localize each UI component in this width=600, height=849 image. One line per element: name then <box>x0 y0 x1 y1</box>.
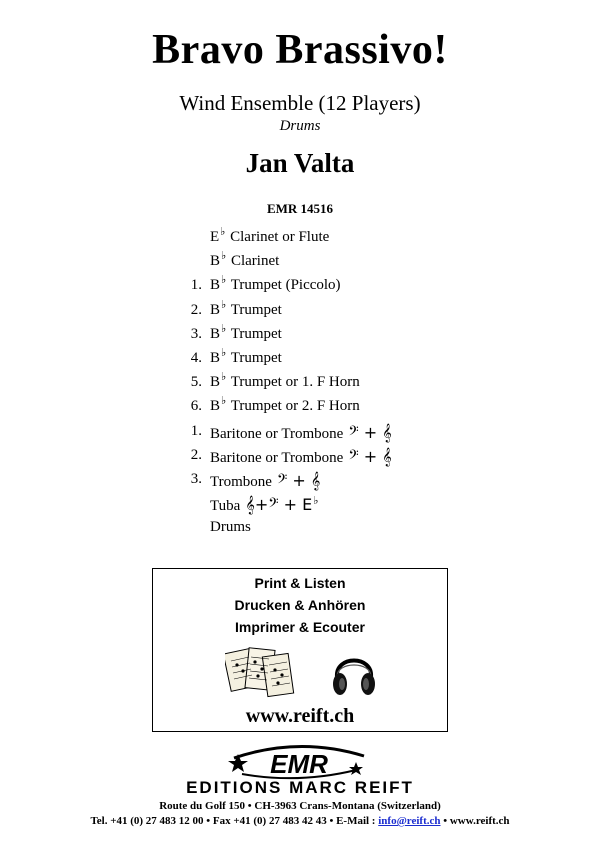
instrument-name: B♭ Trumpet <box>210 322 282 342</box>
sheet-music-icon <box>225 645 297 701</box>
flat-sign: ♭ <box>221 347 227 359</box>
instrument-name: B♭ Trumpet or 1. F Horn <box>210 371 360 391</box>
instrument-number: 4. <box>190 350 202 366</box>
instrument-row <box>0 274 600 299</box>
clef-icon: 𝄢 + 𝄞 <box>271 471 321 490</box>
flat-sign: ♭ <box>221 395 227 408</box>
flat-sign: ♭ <box>220 226 226 238</box>
instrument-name: B♭ Clarinet <box>210 250 280 270</box>
flat-sign: ♭ <box>221 250 227 263</box>
publisher-address: Route du Golf 150 • CH-3963 Crans-Montana (Switzerland) <box>159 800 441 812</box>
instrument-row <box>0 519 600 541</box>
ensemble-subtitle: Wind Ensemble (12 Players) <box>179 91 421 115</box>
instrument-number: 6. <box>190 398 202 415</box>
flat-sign: ♭ <box>221 298 227 311</box>
promo-line-de: Drucken & Anhören <box>234 597 366 613</box>
composer-name: Jan Valta <box>245 148 355 178</box>
contact-website[interactable]: • www.reift.ch <box>440 815 510 827</box>
instrument-row <box>0 347 600 372</box>
instrument-name: Baritone or Trombone 𝄢 + 𝄞 <box>210 446 392 466</box>
instrument-number: 1. <box>190 277 202 294</box>
instrument-number: 2. <box>190 301 202 318</box>
instrument-number: 3. <box>190 325 202 342</box>
print-listen-box <box>152 568 448 732</box>
instrument-name: B♭ Trumpet <box>210 298 282 318</box>
instrument-row <box>0 495 600 517</box>
instrument-number: 3. <box>190 471 202 487</box>
instrument-row <box>0 226 600 251</box>
promo-line-en: Print & Listen <box>254 575 346 591</box>
instrument-row <box>0 395 600 420</box>
instrument-number: 1. <box>190 422 202 439</box>
instrument-number: 5. <box>190 374 202 391</box>
instrument-name: B♭ Trumpet (Piccolo) <box>210 274 341 294</box>
promo-website[interactable]: www.reift.ch <box>245 705 355 727</box>
publisher-name: EDITIONS MARC REIFT <box>186 778 414 797</box>
instrument-name: Trombone 𝄢 + 𝄞 <box>210 471 321 490</box>
email-link[interactable]: info@reift.ch <box>378 815 441 827</box>
headphones-icon <box>331 647 377 699</box>
instrument-row <box>0 322 600 348</box>
instrument-row <box>0 471 600 493</box>
instrument-row <box>0 250 600 275</box>
instrument-name: Baritone or Trombone 𝄢 + 𝄞 <box>210 422 392 442</box>
instrument-row <box>0 298 600 324</box>
part-name: Drums <box>279 118 321 134</box>
logo-text: EMR <box>270 749 328 779</box>
flat-sign: ♭ <box>221 274 227 287</box>
instrument-row <box>0 447 600 469</box>
clef-icon: 𝄢 + 𝄞 <box>343 446 392 466</box>
edition-number: EMR 14516 <box>266 201 334 216</box>
flat-sign: ♭ <box>221 322 227 335</box>
flat-sign: ♭ <box>313 495 319 508</box>
contact-phone-fax: Tel. +41 (0) 27 483 12 00 • Fax +41 (0) 27 483 42 43 • E-Mail : <box>90 815 379 827</box>
instrument-row <box>0 371 600 396</box>
score-title: Bravo Brassivo! <box>152 27 448 73</box>
instrument-name: Tuba 𝄞+𝄢 + E♭ <box>210 495 319 515</box>
instrument-name: Drums <box>210 519 251 536</box>
instrument-name: B♭ Trumpet <box>210 347 282 366</box>
instrument-row <box>0 423 600 445</box>
promo-line-fr: Imprimer & Ecouter <box>235 619 365 635</box>
flat-sign: ♭ <box>221 371 227 384</box>
instrument-name: E♭ Clarinet or Flute <box>210 226 330 245</box>
instrument-name: B♭ Trumpet or 2. F Horn <box>210 395 360 415</box>
publisher-contact <box>0 815 600 827</box>
clef-icon: 𝄢 + 𝄞 <box>343 422 392 442</box>
instrument-number: 2. <box>190 446 202 463</box>
clef-icon: 𝄞+𝄢 + E <box>240 495 313 515</box>
